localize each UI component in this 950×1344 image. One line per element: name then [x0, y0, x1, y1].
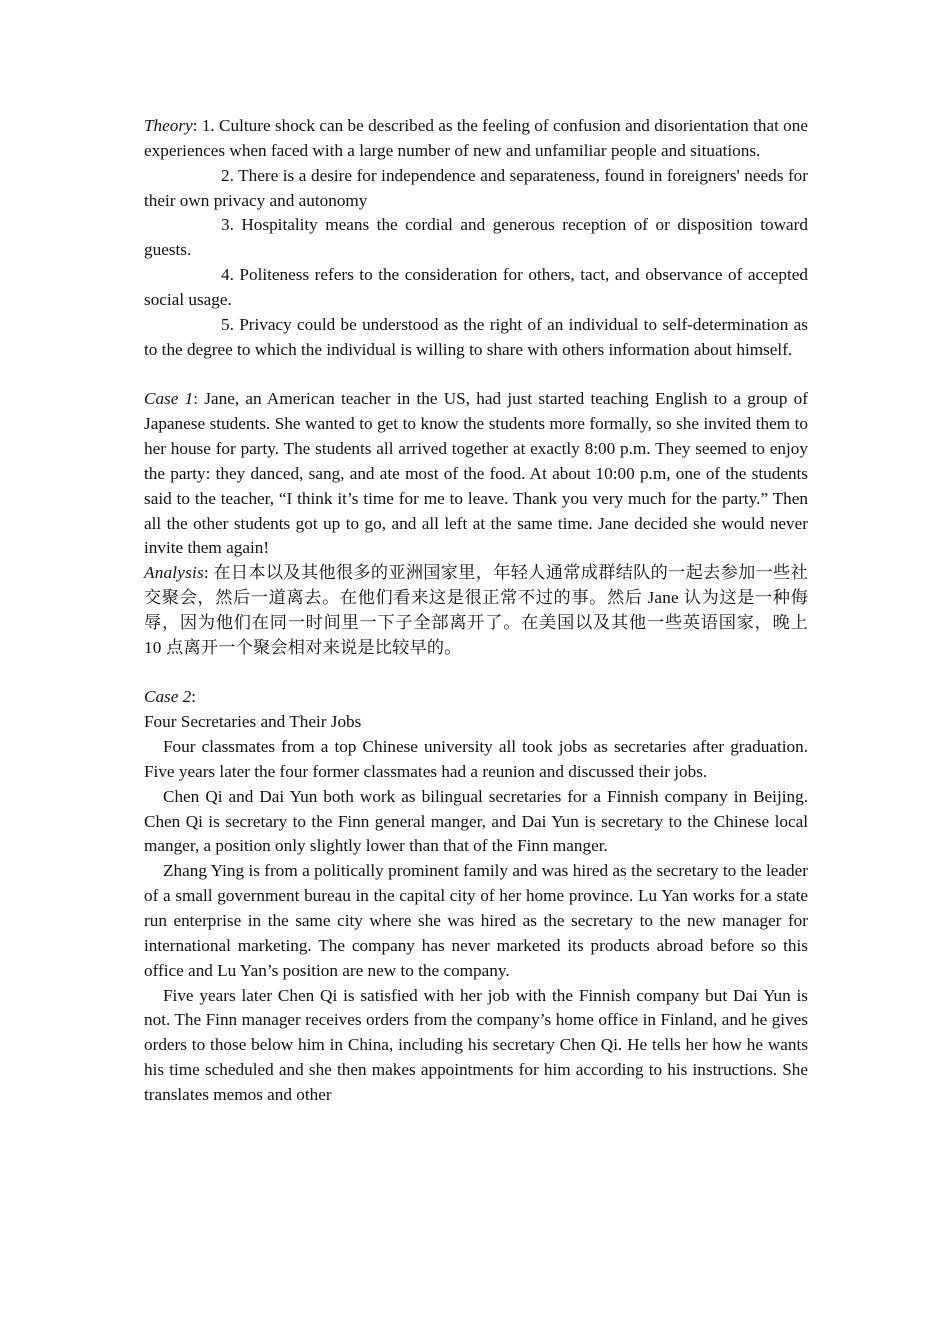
theory-item-5: 5. Privacy could be understood as the right of an individual to self-determination as to the degree to which the individual is willing to share with others information about himself. [144, 314, 808, 359]
case2-paragraph-2: Chen Qi and Dai Yun both work as bilingual secretaries for a Finnish company in Beijing. Chen Qi is secretary to the Finn general manger, and Dai Yun is secretary to the Chinese local manger, a position only slightly lower than that of the Finn manger. [144, 786, 808, 856]
document-page [144, 114, 808, 1108]
case1-text: Jane, an American teacher in the US, had just started teaching English to a group of Japanese students. She wanted to get to know the students more formally, so she invited them to her house for party. The students all arrived together at exactly 8:00 p.m. They seemed to enjoy the party: they danced, sang, and ate most of the food. At about 10:00 p.m, one of the students said to the teacher, “I think it’s time for me to leave. Thank you very much for the party.” Then all the other students got up to go, and all left at the same time. Jane decided she would never invite them again! [144, 389, 808, 558]
theory-item-2: 2. There is a desire for independence and separateness, found in foreigners' needs for their own privacy and autonomy [144, 165, 808, 210]
theory-item-3: 3. Hospitality means the cordial and generous reception of or disposition toward guests. [144, 215, 808, 260]
analysis-text: 在日本以及其他很多的亚洲国家里，年轻人通常成群结队的一起去参加一些社交聚会，然后一道离去。在他们看来这是很正常不过的事。然后 Jane 认为这是一种侮辱，因为他们在同一时间里一下子全部离开了。在美国以及其他一些英语国家，晚上 10 点离开一个聚会相对来说是比较早的。 [144, 563, 808, 657]
case1-label: Case 1 [144, 389, 194, 409]
case2-paragraph-1: Four classmates from a top Chinese university all took jobs as secretaries after graduation. Five years later the four former classmates had a reunion and discussed their jobs. [144, 737, 808, 781]
case2-heading: Case 2: [144, 687, 197, 707]
analysis-label: Analysis [144, 563, 204, 583]
case2-label: Case 2 [144, 687, 192, 707]
theory-item-1: Theory: 1. Culture shock can be described as the feeling of confusion and disorientation that one experiences when faced with a large number of new and unfamiliar people and situations. [144, 116, 808, 160]
case1-paragraph: Case 1: Jane, an American teacher in the US, had just started teaching English to a group of Japanese students. She wanted to get to know the students more formally, so she invited them to her house for party. The students all arrived together at exactly 8:00 p.m. They seemed to enjoy the party: they danced, sang, and ate most of the food. At about 10:00 p.m, one of the students said to the teacher, “I think it’s time for me to leave. Thank you very much for the party.” Then all the other students got up to go, and all left at the same time. Jane decided she would never invite them again! [144, 389, 808, 558]
section-gap [144, 362, 808, 387]
theory-label: Theory [144, 116, 193, 135]
theory-item-4: 4. Politeness refers to the consideration for others, tact, and observance of accepted social usage. [144, 265, 808, 309]
case2-title: Four Secretaries and Their Jobs [144, 712, 362, 732]
case2-paragraph-4: Five years later Chen Qi is satisfied with her job with the Finnish company but Dai Yun is not. The Finn manager receives orders from the company’s home office in Finland, and he gives orders to those below him in China, including his secretary Chen Qi. He tells her how he wants his time scheduled and she then makes appointments for him according to his instructions. She translates memos and other [144, 985, 808, 1104]
theory-item-1-text: 1. Culture shock can be described as the feeling of confusion and disorientation that one experiences when faced with a large number of new and unfamiliar people and situations. [144, 116, 808, 160]
section-gap [144, 661, 808, 686]
case2-paragraph-3: Zhang Ying is from a politically prominent family and was hired as the secretary to the leader of a small government bureau in the capital city of her home province. Lu Yan works for a state run enterprise in the same city where she was hired as the secretary to the new manager for international marketing. The company has never marketed its products abroad before so this office and Lu Yan’s position are new to the company. [144, 861, 808, 980]
case1-analysis: Analysis: 在日本以及其他很多的亚洲国家里，年轻人通常成群结队的一起去参加一些社交聚会，然后一道离去。在他们看来这是很正常不过的事。然后 Jane 认为这是一种侮辱，因为他们在同一时间里一下子全部离开了。在美国以及其他一些英语国家，晚上 10 点离开一个聚会相对来说是比较早的。 [144, 563, 808, 657]
